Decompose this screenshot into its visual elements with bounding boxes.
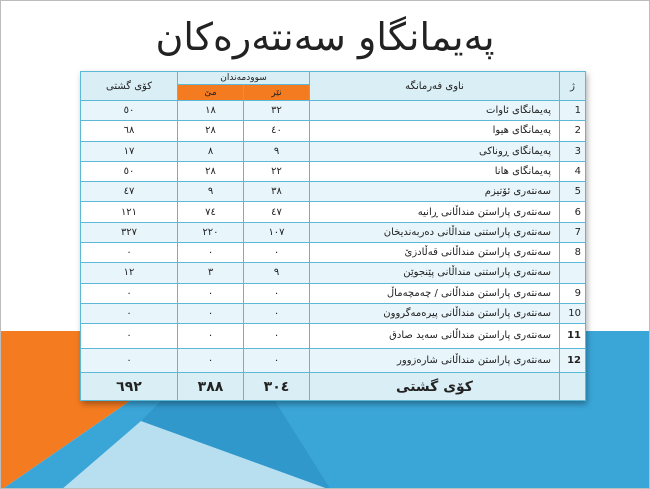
row-total: ٥٠ bbox=[81, 161, 178, 181]
institutes-table bbox=[80, 71, 586, 401]
row-number: 10 bbox=[560, 303, 586, 323]
row-name: پەیمانگای ڕوناکی bbox=[310, 141, 560, 161]
table-body bbox=[81, 101, 586, 401]
row-name: سەنتەری پاراستن منداڵانی پیرەمەگروون bbox=[310, 303, 560, 323]
row-total: ٠ bbox=[81, 242, 178, 262]
row-male: ٩ bbox=[244, 263, 310, 283]
row-female: ٠ bbox=[178, 324, 244, 349]
row-female: ٣ bbox=[178, 263, 244, 283]
table-row bbox=[81, 182, 586, 202]
row-male: ٠ bbox=[244, 283, 310, 303]
header-female: مێ bbox=[178, 85, 244, 101]
row-name: پەیمانگای هانا bbox=[310, 161, 560, 181]
row-name: سەنتەری پاراستن منداڵانی / چەمچەماڵ bbox=[310, 283, 560, 303]
row-male: ٢٢ bbox=[244, 161, 310, 181]
row-number: 2 bbox=[560, 121, 586, 141]
row-total: ١٧ bbox=[81, 141, 178, 161]
totals-num bbox=[560, 373, 586, 401]
row-male: ١٠٧ bbox=[244, 222, 310, 242]
row-male: ٣٨ bbox=[244, 182, 310, 202]
row-female: ٠ bbox=[178, 242, 244, 262]
row-number: 5 bbox=[560, 182, 586, 202]
table-row bbox=[81, 303, 586, 323]
table-row bbox=[81, 222, 586, 242]
row-number: 11 bbox=[560, 324, 586, 349]
totals-total: ٦٩٢ bbox=[81, 373, 178, 401]
totals-label: کۆی گشتی bbox=[310, 373, 560, 401]
header-male: نێر bbox=[244, 85, 310, 101]
row-number: 12 bbox=[560, 348, 586, 373]
header-total: کۆی گشتی bbox=[81, 72, 178, 101]
row-number: 9 bbox=[560, 283, 586, 303]
table-row bbox=[81, 263, 586, 283]
row-number: 1 bbox=[560, 101, 586, 121]
row-male: ٤٠ bbox=[244, 121, 310, 141]
table-row bbox=[81, 324, 586, 349]
row-total: ١٢ bbox=[81, 263, 178, 283]
row-male: ٠ bbox=[244, 324, 310, 349]
row-female: ٢٢٠ bbox=[178, 222, 244, 242]
table-row bbox=[81, 242, 586, 262]
row-total: ٠ bbox=[81, 324, 178, 349]
header-name: ناوی فەرمانگە bbox=[310, 72, 560, 101]
row-male: ٣٢ bbox=[244, 101, 310, 121]
header-beneficiaries: سوودمەندان bbox=[178, 72, 310, 85]
row-name: سەنتەری ئۆتیزم bbox=[310, 182, 560, 202]
row-male: ٤٧ bbox=[244, 202, 310, 222]
row-total: ٥٠ bbox=[81, 101, 178, 121]
row-female: ٠ bbox=[178, 348, 244, 373]
row-female: ٢٨ bbox=[178, 161, 244, 181]
row-male: ٠ bbox=[244, 348, 310, 373]
row-number: 6 bbox=[560, 202, 586, 222]
row-female: ٨ bbox=[178, 141, 244, 161]
table-row bbox=[81, 202, 586, 222]
row-male: ٩ bbox=[244, 141, 310, 161]
row-total: ٤٧ bbox=[81, 182, 178, 202]
row-female: ١٨ bbox=[178, 101, 244, 121]
row-female: ٠ bbox=[178, 303, 244, 323]
row-male: ٠ bbox=[244, 242, 310, 262]
row-name: سەنتەری پاراستن منداڵانی قەڵادزێ bbox=[310, 242, 560, 262]
row-name: سەنتەری پاراستن منداڵانی شارەزوور bbox=[310, 348, 560, 373]
row-female: ٩ bbox=[178, 182, 244, 202]
row-number: 4 bbox=[560, 161, 586, 181]
row-total: ١٢١ bbox=[81, 202, 178, 222]
header-num: ژ bbox=[560, 72, 586, 101]
table-row bbox=[81, 101, 586, 121]
row-total: ٣٢٧ bbox=[81, 222, 178, 242]
row-name: سەنتەری پاراستن منداڵانی ڕانیە bbox=[310, 202, 560, 222]
table-wrapper bbox=[80, 71, 585, 401]
table-row bbox=[81, 161, 586, 181]
row-name: سەنتەری پاراستنی منداڵانی پێنجوێن bbox=[310, 263, 560, 283]
row-female: ٧٤ bbox=[178, 202, 244, 222]
row-name: پەیمانگای هیوا bbox=[310, 121, 560, 141]
table-row bbox=[81, 121, 586, 141]
row-name: سەنتەری پاراستن منداڵانی سەید صادق bbox=[310, 324, 560, 349]
totals-female: ٣٨٨ bbox=[178, 373, 244, 401]
totals-row bbox=[81, 373, 586, 401]
table-row bbox=[81, 348, 586, 373]
row-total: ٦٨ bbox=[81, 121, 178, 141]
table-row bbox=[81, 283, 586, 303]
row-name: پەیمانگای ئاوات bbox=[310, 101, 560, 121]
row-female: ٠ bbox=[178, 283, 244, 303]
row-number bbox=[560, 263, 586, 283]
row-name: سەنتەری پاراستنی منداڵانی دەربەندیخان bbox=[310, 222, 560, 242]
row-number: 8 bbox=[560, 242, 586, 262]
row-number: 3 bbox=[560, 141, 586, 161]
row-total: ٠ bbox=[81, 348, 178, 373]
row-number: 7 bbox=[560, 222, 586, 242]
totals-male: ٣٠٤ bbox=[244, 373, 310, 401]
slide-title: پەیمانگاو سەنتەرەکان bbox=[155, 15, 495, 59]
table-row bbox=[81, 141, 586, 161]
row-male: ٠ bbox=[244, 303, 310, 323]
row-total: ٠ bbox=[81, 303, 178, 323]
row-total: ٠ bbox=[81, 283, 178, 303]
row-female: ٢٨ bbox=[178, 121, 244, 141]
